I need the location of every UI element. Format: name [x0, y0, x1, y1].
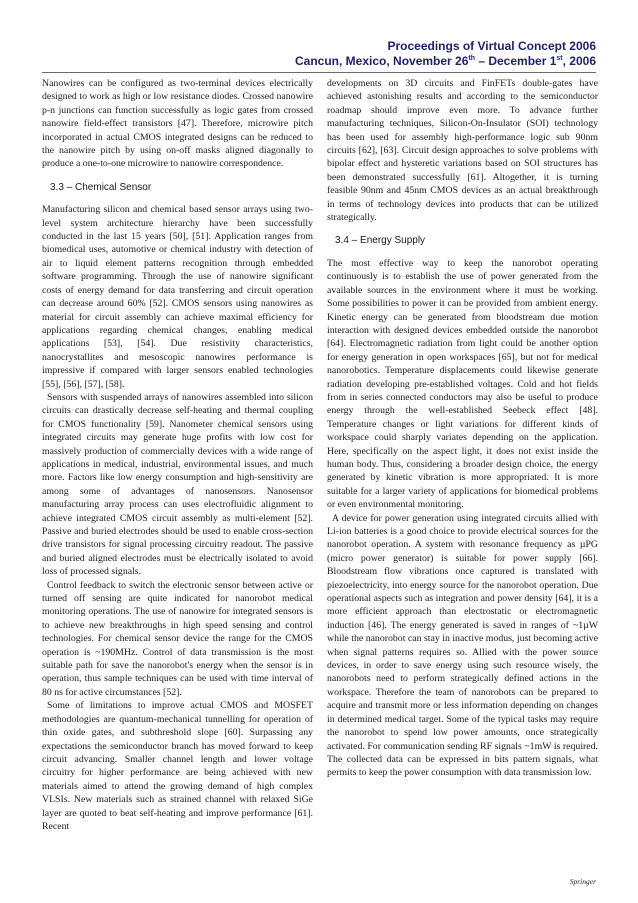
proceedings-header [295, 39, 596, 69]
paragraph: Control feedback to switch the electronic sensor between active or turned off sensing are quite indicated for nanorobot medical monitoring operations. The use of nanowire for integrated sensors is to achieve new breakthroughs in high speed sensing and control technologies. For chemical sensor device the range for the CMOS operation is ~190MHz. Control of data transmission is the most suitable path for save the nanorobot's energy when the sensor is in operation, thus sample techniques can be used with time interval of 80 ns for active circumstances [52]. [42, 579, 313, 698]
section-heading-chemical-sensor: 3.3 – Chemical Sensor [50, 181, 152, 193]
paragraph: Manufacturing silicon and chemical based sensor arrays using two-level system architecture hierarchy have been successfully conducted in the last 15 years [50], [51]. Application ranges from biomedical uses, automotive or chemical industry with detection of air to liquid element patterns recognition through embedded software programming. Through the use of nanowire significant costs of energy demand for data transferring and circuit operation can decrease around 60% [52]. CMOS sensors using nanowires as material for circuit assembly can achieve maximal efficiency for applications regarding chemical changes, enabling medical applications [53], [54]. Due resistivity characteristics, nanocrystallites and mesoscopic nanowires performance is impressive if compared with larger sensors enabled technologies [55], [56], [57], [58]. [42, 204, 313, 390]
publisher-footer: Springer [569, 877, 596, 886]
header-divider [42, 72, 596, 73]
paragraph: The most effective way to keep the nanorobot operating continuously is to establish the use of power generated from the available sources in the environment where it must be working. Some possibilities to power it can be provided from ambient energy. Kinetic energy can be generated from bloodstream due motion interaction with designed devices embedded outside the nanorobot [64]. Electromagnetic radiation from light could be another option for energy generation in open workspaces [65], but not for medical nanorobotics. Temperature displacements could likewise generate radiation developing pre-established voltages. Cold and hot fields from in series connected conductors may also be useful to produce energy through the well-established Seebeck effect [48]. Temperature changes or light variations for different kinds of workspace could sharply variates depending on the application. Here, specifically on the aspect light, it does not exist inside the human body. Thus, considering a broader design choice, the energy generated by kinetic vibration is more appropriated. It is more suitable for a larger variety of applications for biomedical problems or even environmental monitoring. [327, 257, 598, 511]
proceedings-location-date: Cancun, Mexico, November 26th – December 1st, 2006 [295, 54, 596, 68]
section-heading-energy-supply: 3.4 – Energy Supply [335, 235, 426, 247]
paragraph: Nanowires can be configured as two-terminal devices electrically designed to work as high or low resistance diodes. Crossed nanowire p-n junctions can function successfully as logic gates from crossed nanowire field-effect transistors [47]. Therefore, microwire pitch incorporated in actual CMOS integrated designs can be reduced to the nanowire pitch by using on-off masks aligned diagonally to produce a one-to-one microwire to nanowire correspondence. [42, 78, 313, 170]
paragraph: Some of limitations to improve actual CMOS and MOSFET methodologies are quantum-mechanical tunnelling for operation of thin oxide gates, and subthreshold slope [60]. Surpassing any expectations the semiconductor branch has moved forward to keep circuit advancing. Smaller channel length and lower voltage circuitry for higher performance are being achieved with new materials aimed to attend the growing demand of high complex VLSIs. New materials such as strained channel with relaxed SiGe layer are quoted to beat self-heating and improve performance [61]. Recent [42, 700, 313, 832]
paragraph: A device for power generation using integrated circuits allied with Li-ion batteries is a good choice to provide electrical sources for the nanorobot operation. A system with resonance frequency as µPG (micro power generator) is suitable for power supply [66]. Bloodstream flow vibrations once captured is translated with piezoelectricity, into energy source for the nanorobot operation. Due operational aspects such as integration and power density [64], it is a more efficient approach than electrostatic or electromagnetic induction [46]. The energy generated is saved in ranges of ~1µW while the nanorobot can stay in inactive modus, just becoming active when signal patterns requires so. Allied with the power source devices, in order to save energy using such resource wisely, the nanorobots need to perform strategically defined actions in the workspace. Therefore the team of nanorobots can be prepared to acquire and transmit more or less information depending on changes in determined medical target. Some of the typical tasks may require the nanorobot to spend low power amounts, once strategically activated. For communication sending RF signals ~1mW is required. The collected data can be expressed in bits pattern signals, what permits to keep the power consumption with data transmission low. [327, 512, 598, 779]
proceedings-title: Proceedings of Virtual Concept 2006 [387, 39, 596, 53]
paragraph: Sensors with suspended arrays of nanowires assembled into silicon circuits can drastically decrease self-heating and thermal coupling for CMOS functionality [59]. Nanometer chemical sensors using integrated circuits may generate huge profits with low cost for massively production of commercially devices with a wide range of applications in medical, industrial, environmental issues, and much more. Factors like low energy consumption and high-sensitivity are among some of advantages of nanosensors. Nanosensor manufacturing array process can uses electrofluidic alignment to achieve integrated CMOS circuit assembly as multi-element [52]. Passive and buried electrodes should be used to enable cross-section drive transistors for signal processing circuitry readout. The passive and buried aligned electrodes must be electrically isolated to avoid loss of processed signals. [42, 391, 313, 578]
left-column [42, 77, 313, 833]
paragraph: developments on 3D circuits and FinFETs double-gates have achieved astonishing results and according to the semiconductor roadmap should improve even more. To advance further manufacturing techniques, Silicon-On-Insulator (SOI) technology has been used for assembly high-performance logic sub 90nm circuits [62], [63]. Circuit design approaches to solve problems with bipolar effect and hysteretic variations based on SOI structures has been demonstrated successfully [61]. Altogether, it is turning feasible 90nm and 45nm CMOS devices as an actual breakthrough in terms of technology devices into products that can be utilized strategically. [327, 78, 598, 224]
right-column [327, 77, 598, 780]
